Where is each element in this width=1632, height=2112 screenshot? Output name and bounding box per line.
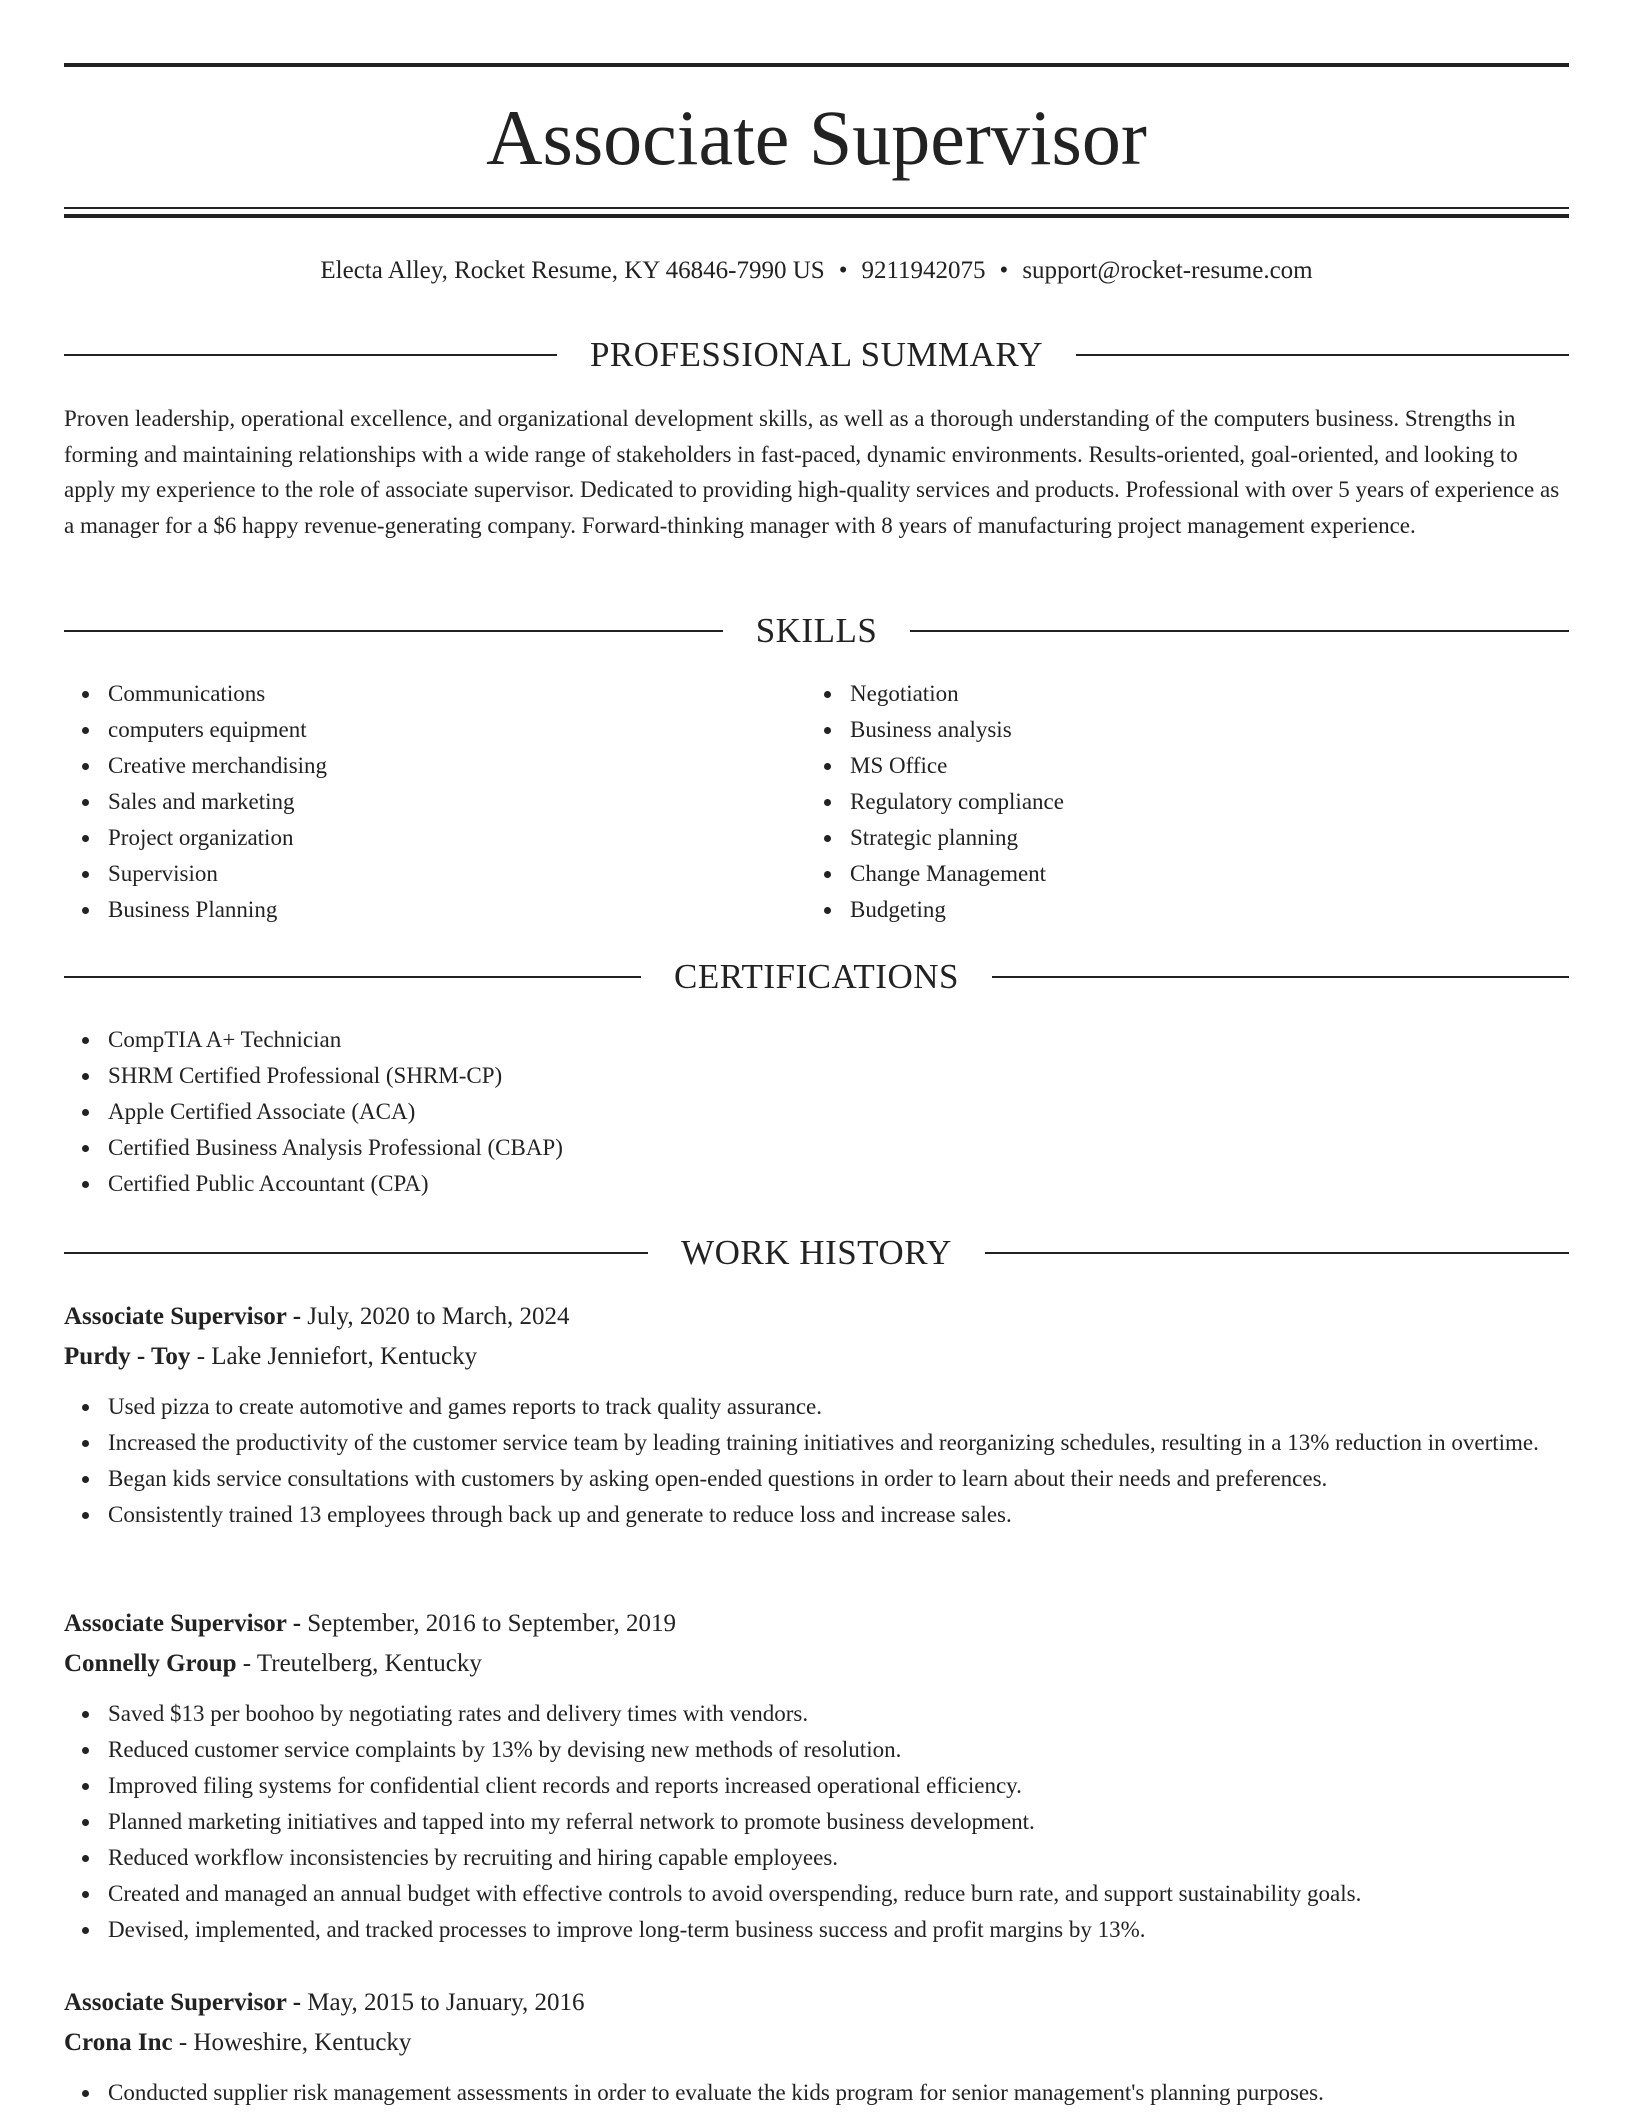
- job-location: - Treutelberg, Kentucky: [236, 1650, 482, 1677]
- contact-email[interactable]: support@rocket-resume.com: [1022, 257, 1313, 284]
- job-bullet: Increased the productivity of the customer service team by leading training initiatives and reorganizing schedules, resulting in a 13% reduction in overtime.: [64, 1425, 1569, 1461]
- job-entry: [64, 1297, 1569, 1533]
- job-title: Associate Supervisor: [64, 1989, 287, 2016]
- job-company: Connelly Group: [64, 1650, 237, 1677]
- skill-item: Project organization: [64, 820, 764, 856]
- job-bullet: Created and managed an annual budget with effective controls to avoid overspending, reduce burn rate, and support sustainability goals.: [64, 1876, 1569, 1912]
- section-rule-left: [64, 630, 723, 632]
- job-entry: [64, 1983, 1569, 2111]
- certification-item: Certified Business Analysis Professional (CBAP): [64, 1130, 1064, 1166]
- job-title-line: [64, 1297, 1569, 1337]
- skill-item: Creative merchandising: [64, 748, 764, 784]
- contact-line: [64, 254, 1569, 288]
- header-top-rule: [64, 63, 1569, 67]
- section-rule-right: [910, 630, 1569, 632]
- job-bullet: Began kids service consultations with customers by asking open-ended questions in order to learn about their needs and preferences.: [64, 1461, 1569, 1497]
- job-dates: May, 2015 to January, 2016: [301, 1989, 585, 2016]
- section-header-skills: [64, 609, 1569, 653]
- job-entry: [64, 1604, 1569, 1948]
- job-dash: -: [286, 1610, 302, 1637]
- skill-item: Business Planning: [64, 892, 764, 928]
- job-company-line: [64, 1337, 1569, 1377]
- contact-address: Electa Alley, Rocket Resume, KY 46846-7990 US: [320, 257, 825, 284]
- contact-phone: 9211942075: [861, 257, 986, 284]
- job-location: - Lake Jenniefort, Kentucky: [190, 1343, 478, 1370]
- job-dash: -: [286, 1303, 302, 1330]
- job-bullet: Consistently trained 13 employees through back up and generate to reduce loss and increase sales.: [64, 1497, 1569, 1533]
- skill-item: Change Management: [806, 856, 1506, 892]
- job-title-line: [64, 1604, 1569, 1644]
- section-rule-left: [64, 354, 557, 356]
- header-rule-upper: [64, 207, 1569, 209]
- certifications-list: [64, 1022, 1064, 1202]
- job-bullet: Used pizza to create automotive and games reports to track quality assurance.: [64, 1389, 1569, 1425]
- section-rule-right: [985, 1252, 1569, 1254]
- job-title-line: [64, 1983, 1569, 2023]
- job-bullet: Reduced customer service complaints by 13% by devising new methods of resolution.: [64, 1732, 1569, 1768]
- job-bullet: Planned marketing initiatives and tapped into my referral network to promote business development.: [64, 1804, 1569, 1840]
- skill-item: Business analysis: [806, 712, 1506, 748]
- job-location: - Howeshire, Kentucky: [172, 2029, 412, 2056]
- skills-list-right: [806, 676, 1506, 928]
- skill-item: MS Office: [806, 748, 1506, 784]
- job-bullet: Saved $13 per boohoo by negotiating rates and delivery times with vendors.: [64, 1696, 1569, 1732]
- summary-paragraph: Proven leadership, operational excellence, and organizational development skills, as well as a thorough understanding of the computers business. Strengths in forming and maintaining relationships with a wide range of stakeholders in fast-paced, dynamic environments. Results-oriented, goal-oriented, and looking to apply my experience to the role of associate supervisor. Dedicated to providing high-quality services and products. Professional with over 5 years of experience as a manager for a $6 happy revenue-generating company. Forward-thinking manager with 8 years of manufacturing project management experience.: [64, 406, 1560, 538]
- skill-item: Budgeting: [806, 892, 1506, 928]
- job-dates: July, 2020 to March, 2024: [301, 1303, 570, 1330]
- job-company-line: [64, 1644, 1569, 1684]
- skill-item: Strategic planning: [806, 820, 1506, 856]
- certification-item: Apple Certified Associate (ACA): [64, 1094, 1064, 1130]
- job-company: Crona Inc: [64, 2029, 173, 2056]
- job-dash: -: [286, 1989, 302, 2016]
- section-header-certifications: [64, 955, 1569, 999]
- certification-item: CompTIA A+ Technician: [64, 1022, 1064, 1058]
- skill-item: computers equipment: [64, 712, 764, 748]
- section-title-summary: PROFESSIONAL SUMMARY: [589, 335, 1044, 374]
- job-bullet: Improved filing systems for confidential client records and reports increased operational efficiency.: [64, 1768, 1569, 1804]
- section-title-work-history: WORK HISTORY: [681, 1233, 952, 1272]
- job-company-line: [64, 2023, 1569, 2063]
- section-rule-left: [64, 1252, 648, 1254]
- section-rule-right: [1076, 354, 1569, 356]
- section-title-skills: SKILLS: [755, 611, 878, 650]
- job-dates: September, 2016 to September, 2019: [301, 1610, 677, 1637]
- skill-item: Supervision: [64, 856, 764, 892]
- job-bullets: [64, 1696, 1569, 1948]
- certification-item: SHRM Certified Professional (SHRM-CP): [64, 1058, 1064, 1094]
- header-rule-lower: [64, 214, 1569, 218]
- resume-title: Associate Supervisor: [486, 94, 1147, 181]
- section-rule-left: [64, 976, 641, 978]
- contact-separator: •: [838, 257, 848, 284]
- section-rule-right: [992, 976, 1569, 978]
- job-title: Associate Supervisor: [64, 1303, 287, 1330]
- section-header-summary: [64, 333, 1569, 377]
- section-header-work-history: [64, 1231, 1569, 1275]
- certification-item: Certified Public Accountant (CPA): [64, 1166, 1064, 1202]
- job-bullets: [64, 2075, 1569, 2111]
- job-bullets: [64, 1389, 1569, 1533]
- skills-list-left: [64, 676, 764, 928]
- job-bullet: Reduced workflow inconsistencies by recruiting and hiring capable employees.: [64, 1840, 1569, 1876]
- job-title: Associate Supervisor: [64, 1610, 287, 1637]
- job-company: Purdy - Toy: [64, 1343, 191, 1370]
- skill-item: Sales and marketing: [64, 784, 764, 820]
- job-bullet: Devised, implemented, and tracked processes to improve long-term business success and profit margins by 13%.: [64, 1912, 1569, 1948]
- job-bullet: Conducted supplier risk management assessments in order to evaluate the kids program for senior management's planning purposes.: [64, 2075, 1569, 2111]
- skill-item: Regulatory compliance: [806, 784, 1506, 820]
- section-title-certifications: CERTIFICATIONS: [674, 957, 959, 996]
- skill-item: Communications: [64, 676, 764, 712]
- contact-separator: •: [999, 257, 1009, 284]
- skill-item: Negotiation: [806, 676, 1506, 712]
